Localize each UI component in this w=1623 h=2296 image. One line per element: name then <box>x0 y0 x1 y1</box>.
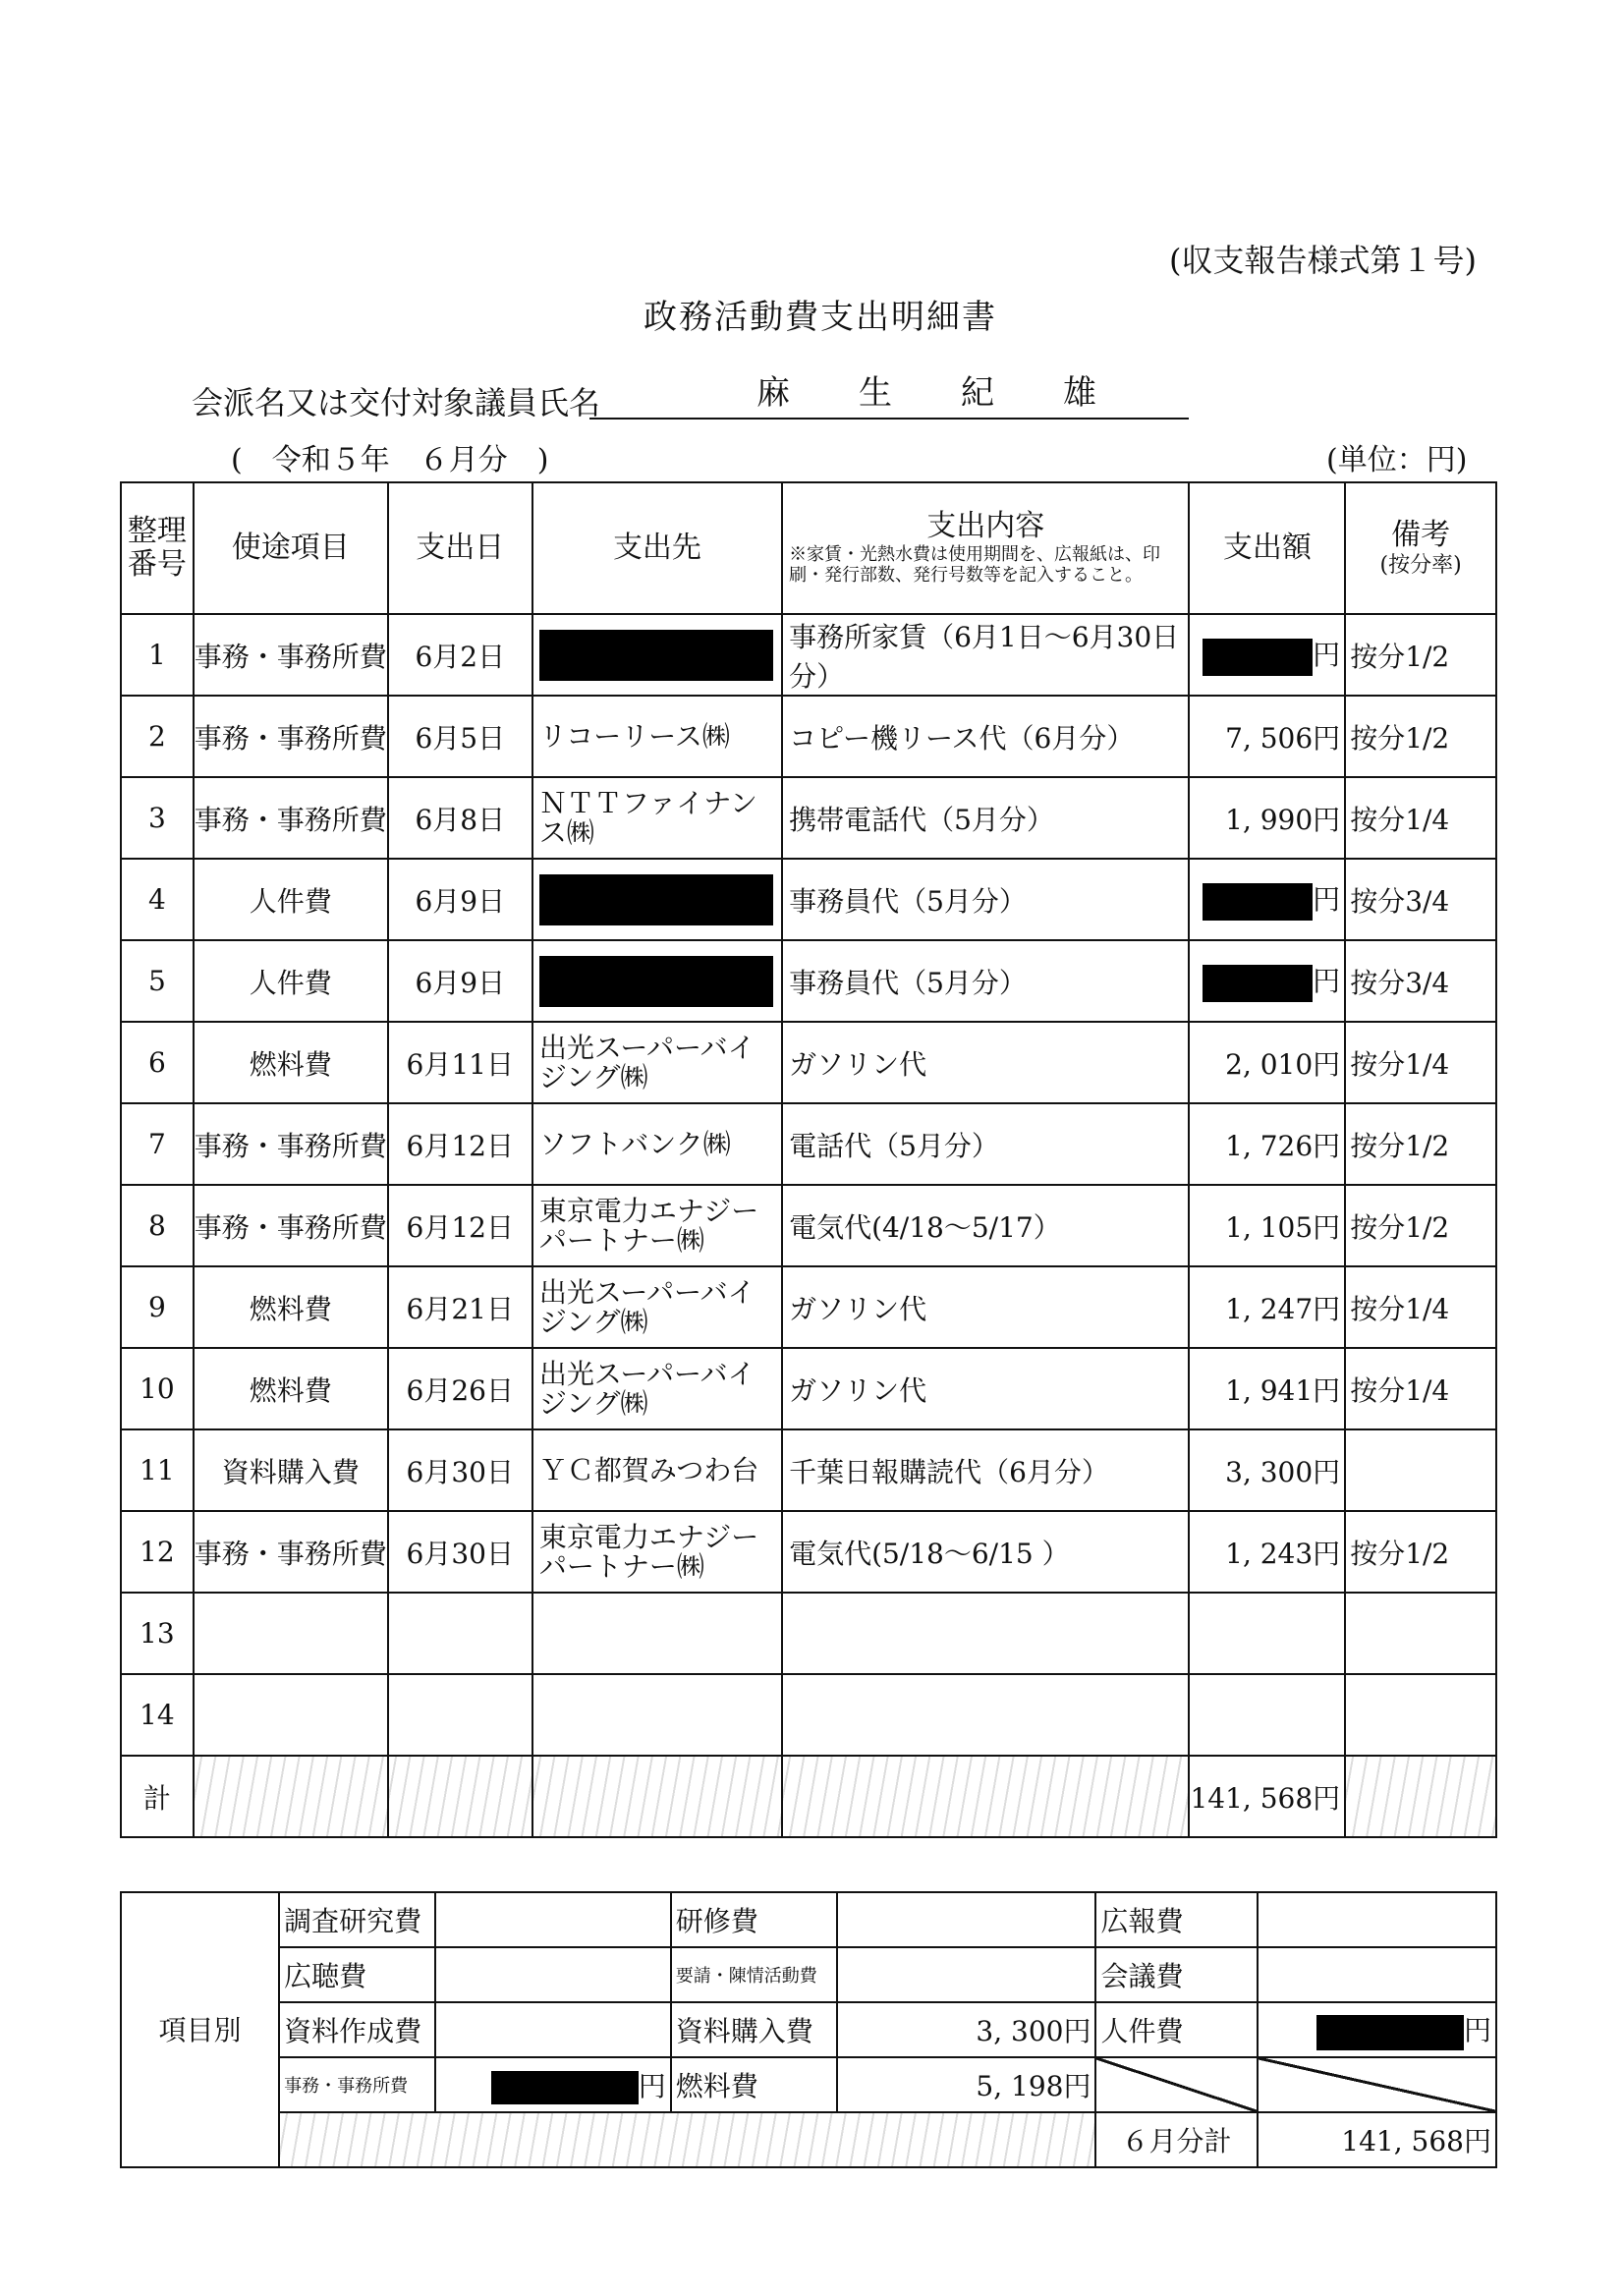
summary-hearing-amount <box>435 1947 670 2002</box>
row-purpose: 燃料費 <box>194 1022 388 1103</box>
table-row <box>121 777 1496 859</box>
row-payee: 出光スーパーバイジング㈱ <box>532 1266 782 1348</box>
row-purpose: 燃料費 <box>194 1266 388 1348</box>
row-content: 事務員代（5月分） <box>782 859 1189 940</box>
row-amount: 1, 105円 <box>1189 1185 1345 1266</box>
row-payee <box>532 1674 782 1756</box>
row-amount: 1, 941円 <box>1189 1348 1345 1429</box>
row-amount: 1, 243円 <box>1189 1511 1345 1593</box>
row-remarks: 按分1/2 <box>1345 614 1496 696</box>
row-content: 携帯電話代（5月分） <box>782 777 1189 859</box>
summary-materials-purchase-amount: 3, 300円 <box>837 2002 1096 2057</box>
row-no: 7 <box>121 1103 194 1185</box>
table-row <box>121 859 1496 940</box>
row-payee: ＮＴＴファイナンス㈱ <box>532 777 782 859</box>
header-purpose: 使途項目 <box>194 482 388 614</box>
summary-personnel-amount <box>1258 2002 1496 2057</box>
redacted-block <box>539 630 773 681</box>
row-date: 6月26日 <box>388 1348 532 1429</box>
summary-research-amount <box>435 1892 670 1947</box>
row-no: 1 <box>121 614 194 696</box>
row-content: ガソリン代 <box>782 1266 1189 1348</box>
row-remarks: 按分1/4 <box>1345 777 1496 859</box>
table-row <box>121 1511 1496 1593</box>
row-amount-text: 円 <box>1313 965 1341 998</box>
header-amount: 支出額 <box>1189 482 1345 614</box>
table-row <box>121 696 1496 777</box>
header-row <box>121 482 1496 614</box>
header-remarks-title: 備考 <box>1391 518 1451 553</box>
summary-shaded-blank <box>279 2112 1095 2167</box>
row-amount: 1, 726円 <box>1189 1103 1345 1185</box>
total-row <box>121 1756 1496 1837</box>
header-content <box>782 482 1189 614</box>
summary-fuel-amount: 5, 198円 <box>837 2057 1096 2112</box>
row-purpose: 事務・事務所費 <box>194 1511 388 1593</box>
row-content: ガソリン代 <box>782 1348 1189 1429</box>
row-amount: 1, 247円 <box>1189 1266 1345 1348</box>
row-date: 6月5日 <box>388 696 532 777</box>
row-date <box>388 1593 532 1674</box>
row-payee <box>532 940 782 1022</box>
row-remarks: 按分3/4 <box>1345 940 1496 1022</box>
summary-petition-amount <box>837 1947 1096 2002</box>
row-content: 電話代（5月分） <box>782 1103 1189 1185</box>
summary-office-amount <box>435 2057 670 2112</box>
total-blank <box>388 1756 532 1837</box>
redacted-block <box>539 956 773 1007</box>
summary-meeting-label: 会議費 <box>1095 1947 1257 2002</box>
row-purpose: 事務・事務所費 <box>194 777 388 859</box>
table-row <box>121 1022 1496 1103</box>
summary-publicity-amount <box>1258 1892 1496 1947</box>
row-amount <box>1189 1674 1345 1756</box>
row-amount <box>1189 614 1345 696</box>
row-date: 6月12日 <box>388 1103 532 1185</box>
row-purpose: 事務・事務所費 <box>194 614 388 696</box>
expenditure-table <box>120 481 1497 1838</box>
header-date: 支出日 <box>388 482 532 614</box>
row-remarks <box>1345 1429 1496 1511</box>
row-date: 6月12日 <box>388 1185 532 1266</box>
summary-personnel-amount-text: 円 <box>1463 2014 1491 2047</box>
row-no: 14 <box>121 1674 194 1756</box>
row-content: ガソリン代 <box>782 1022 1189 1103</box>
row-payee <box>532 859 782 940</box>
row-purpose: 事務・事務所費 <box>194 696 388 777</box>
row-date: 6月30日 <box>388 1511 532 1593</box>
summary-research-label: 調査研究費 <box>279 1892 435 1947</box>
summary-office-amount-text: 円 <box>638 2069 666 2102</box>
total-blank <box>194 1756 388 1837</box>
row-no: 11 <box>121 1429 194 1511</box>
row-content: 事務員代（5月分） <box>782 940 1189 1022</box>
summary-month-total-label: ６月分計 <box>1095 2112 1257 2167</box>
row-payee: 出光スーパーバイジング㈱ <box>532 1348 782 1429</box>
row-amount <box>1189 940 1345 1022</box>
row-date: 6月8日 <box>388 777 532 859</box>
row-purpose: 事務・事務所費 <box>194 1185 388 1266</box>
row-no: 13 <box>121 1593 194 1674</box>
table-row <box>121 1429 1496 1511</box>
summary-empty-diagonal <box>1095 2057 1257 2112</box>
row-amount <box>1189 859 1345 940</box>
row-content: 事務所家賃（6月1日～6月30日分） <box>782 614 1189 696</box>
summary-fuel-label: 燃料費 <box>671 2057 837 2112</box>
row-payee: リコーリース㈱ <box>532 696 782 777</box>
row-no: 12 <box>121 1511 194 1593</box>
row-no: 4 <box>121 859 194 940</box>
summary-materials-purchase-label: 資料購入費 <box>671 2002 837 2057</box>
row-content: 電気代(4/18～5/17） <box>782 1185 1189 1266</box>
header-no: 整理番号 <box>121 482 194 614</box>
summary-personnel-label: 人件費 <box>1095 2002 1257 2057</box>
summary-meeting-amount <box>1258 1947 1496 2002</box>
row-no: 3 <box>121 777 194 859</box>
row-amount-text: 円 <box>1313 883 1341 917</box>
total-blank <box>532 1756 782 1837</box>
table-row <box>121 1103 1496 1185</box>
row-content: コピー機リース代（6月分） <box>782 696 1189 777</box>
row-content <box>782 1593 1189 1674</box>
summary-publicity-label: 広報費 <box>1095 1892 1257 1947</box>
row-remarks: 按分1/2 <box>1345 1511 1496 1593</box>
row-no: 2 <box>121 696 194 777</box>
row-date: 6月2日 <box>388 614 532 696</box>
redacted-block <box>1316 2015 1464 2050</box>
row-payee: 東京電力エナジーパートナー㈱ <box>532 1511 782 1593</box>
redacted-block <box>1203 639 1313 676</box>
row-purpose <box>194 1593 388 1674</box>
row-content: 電気代(5/18～6/15 ） <box>782 1511 1189 1593</box>
redacted-block <box>1203 883 1313 921</box>
row-date <box>388 1674 532 1756</box>
table-row <box>121 1348 1496 1429</box>
row-remarks: 按分1/4 <box>1345 1348 1496 1429</box>
row-amount-text: 円 <box>1313 639 1341 672</box>
document-title: 政務活動費支出明細書 <box>644 298 997 337</box>
row-purpose: 人件費 <box>194 859 388 940</box>
header-remarks-sub: (按分率) <box>1379 552 1462 578</box>
row-remarks: 按分1/4 <box>1345 1022 1496 1103</box>
row-remarks <box>1345 1593 1496 1674</box>
row-payee <box>532 614 782 696</box>
row-purpose: 事務・事務所費 <box>194 1103 388 1185</box>
summary-materials-creation-label: 資料作成費 <box>279 2002 435 2057</box>
summary-empty-diagonal <box>1258 2057 1496 2112</box>
row-remarks <box>1345 1674 1496 1756</box>
redacted-block <box>539 874 773 925</box>
row-amount: 3, 300円 <box>1189 1429 1345 1511</box>
member-name: 麻生紀雄 <box>589 368 1189 420</box>
row-amount <box>1189 1593 1345 1674</box>
row-payee: ソフトバンク㈱ <box>532 1103 782 1185</box>
summary-month-total-amount: 141, 568円 <box>1258 2112 1496 2167</box>
total-blank <box>782 1756 1189 1837</box>
table-row <box>121 614 1496 696</box>
member-label: 会派名又は交付対象議員氏名 <box>192 384 601 421</box>
row-payee <box>532 1593 782 1674</box>
table-row <box>121 940 1496 1022</box>
row-no: 6 <box>121 1022 194 1103</box>
redacted-block <box>491 2071 639 2104</box>
total-blank <box>1345 1756 1496 1837</box>
row-date: 6月9日 <box>388 859 532 940</box>
summary-petition-label: 要請・陳情活動費 <box>671 1947 837 2002</box>
row-purpose: 人件費 <box>194 940 388 1022</box>
row-remarks: 按分1/2 <box>1345 1185 1496 1266</box>
report-period: ( 令和５年 ６月分 ) <box>231 443 549 477</box>
row-content <box>782 1674 1189 1756</box>
row-date: 6月30日 <box>388 1429 532 1511</box>
header-content-note: ※家賃・光熱水費は使用期間を、広報紙は、印刷・発行部数、発行号数等を記入すること。 <box>789 543 1161 587</box>
currency-unit: (単位：円) <box>1326 443 1468 477</box>
row-remarks: 按分1/2 <box>1345 696 1496 777</box>
row-remarks: 按分1/2 <box>1345 1103 1496 1185</box>
summary-training-label: 研修費 <box>671 1892 837 1947</box>
row-date: 6月21日 <box>388 1266 532 1348</box>
row-purpose <box>194 1674 388 1756</box>
row-content: 千葉日報購読代（6月分） <box>782 1429 1189 1511</box>
summary-materials-creation-amount <box>435 2002 670 2057</box>
redacted-block <box>1203 965 1313 1002</box>
row-purpose: 資料購入費 <box>194 1429 388 1511</box>
row-date: 6月11日 <box>388 1022 532 1103</box>
summary-training-amount <box>837 1892 1096 1947</box>
total-amount: 141, 568円 <box>1189 1756 1345 1837</box>
row-amount: 2, 010円 <box>1189 1022 1345 1103</box>
row-remarks: 按分1/4 <box>1345 1266 1496 1348</box>
row-amount: 7, 506円 <box>1189 696 1345 777</box>
table-row <box>121 1674 1496 1756</box>
row-payee: 出光スーパーバイジング㈱ <box>532 1022 782 1103</box>
table-row <box>121 1266 1496 1348</box>
header-remarks <box>1345 482 1496 614</box>
row-purpose: 燃料費 <box>194 1348 388 1429</box>
row-no: 10 <box>121 1348 194 1429</box>
summary-by-item-table <box>120 1891 1497 2168</box>
row-remarks: 按分3/4 <box>1345 859 1496 940</box>
row-no: 8 <box>121 1185 194 1266</box>
summary-office-label: 事務・事務所費 <box>279 2057 435 2112</box>
form-number: (収支報告様式第１号) <box>1169 242 1477 279</box>
row-date: 6月9日 <box>388 940 532 1022</box>
header-content-title: 支出内容 <box>926 509 1045 544</box>
summary-hearing-label: 広聴費 <box>279 1947 435 2002</box>
row-amount: 1, 990円 <box>1189 777 1345 859</box>
summary-section-label: 項目別 <box>121 1892 279 2167</box>
total-label: 計 <box>121 1756 194 1837</box>
row-no: 5 <box>121 940 194 1022</box>
row-no: 9 <box>121 1266 194 1348</box>
row-payee: 東京電力エナジーパートナー㈱ <box>532 1185 782 1266</box>
table-row <box>121 1185 1496 1266</box>
header-payee: 支出先 <box>532 482 782 614</box>
table-row <box>121 1593 1496 1674</box>
row-payee: ＹＣ都賀みつわ台 <box>532 1429 782 1511</box>
